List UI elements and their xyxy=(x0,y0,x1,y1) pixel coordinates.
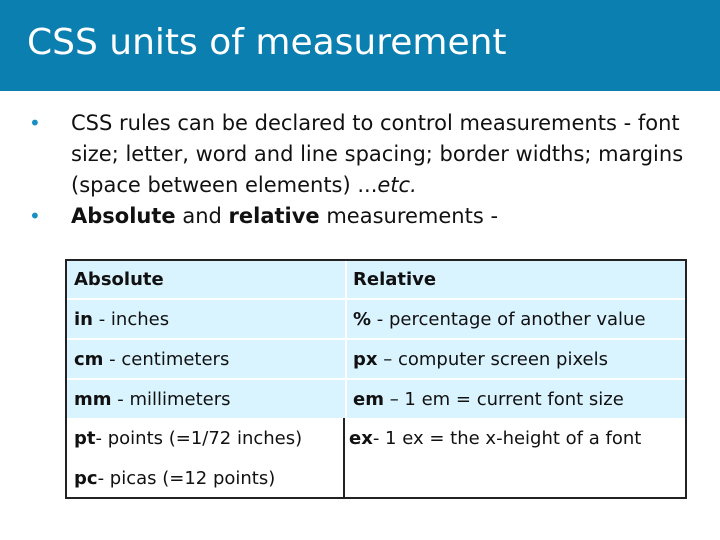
bullet-dot-icon: • xyxy=(29,204,41,228)
bullet-dot-icon: • xyxy=(29,111,41,135)
header-relative: Relative xyxy=(346,261,685,299)
bullet-list xyxy=(28,108,688,232)
header-absolute: Absolute xyxy=(67,261,346,299)
slide-title: CSS units of measurement xyxy=(27,22,507,63)
bullet-text: measurements - xyxy=(319,204,499,228)
bullet-item xyxy=(28,201,688,232)
title-bar xyxy=(0,0,720,91)
table-lower-rows xyxy=(67,418,685,497)
cell-absolute: mm - millimeters xyxy=(67,379,346,418)
cell-absolute: pc - picas (=12 points) xyxy=(74,467,276,489)
units-table xyxy=(65,259,687,499)
cell-relative: px – computer screen pixels xyxy=(346,339,685,379)
bullet-text: CSS rules can be declared to control measurements - font size; letter, word and line spacing; border widths; margins (space between elements) ... xyxy=(71,111,684,197)
table-row xyxy=(67,379,685,418)
table-header-row xyxy=(67,261,685,299)
bullet-item xyxy=(28,108,688,201)
table-row xyxy=(67,339,685,379)
cell-absolute: pt - points (=1/72 inches) xyxy=(74,428,303,449)
cell-relative: em – 1 em = current font size xyxy=(346,379,685,418)
cell-relative: % - percentage of another value xyxy=(346,299,685,339)
bullet-text-bold: relative xyxy=(228,204,320,228)
cell-absolute: cm - centimeters xyxy=(67,339,346,379)
bullet-text: and xyxy=(175,204,229,228)
cell-absolute: in - inches xyxy=(67,299,346,339)
cell-relative: ex - 1 ex = the x-height of a font xyxy=(349,428,642,449)
units-table-grid xyxy=(67,261,685,418)
table-row xyxy=(67,299,685,339)
bullet-text-italic: etc. xyxy=(377,173,417,197)
bullet-text-bold: Absolute xyxy=(71,204,176,228)
